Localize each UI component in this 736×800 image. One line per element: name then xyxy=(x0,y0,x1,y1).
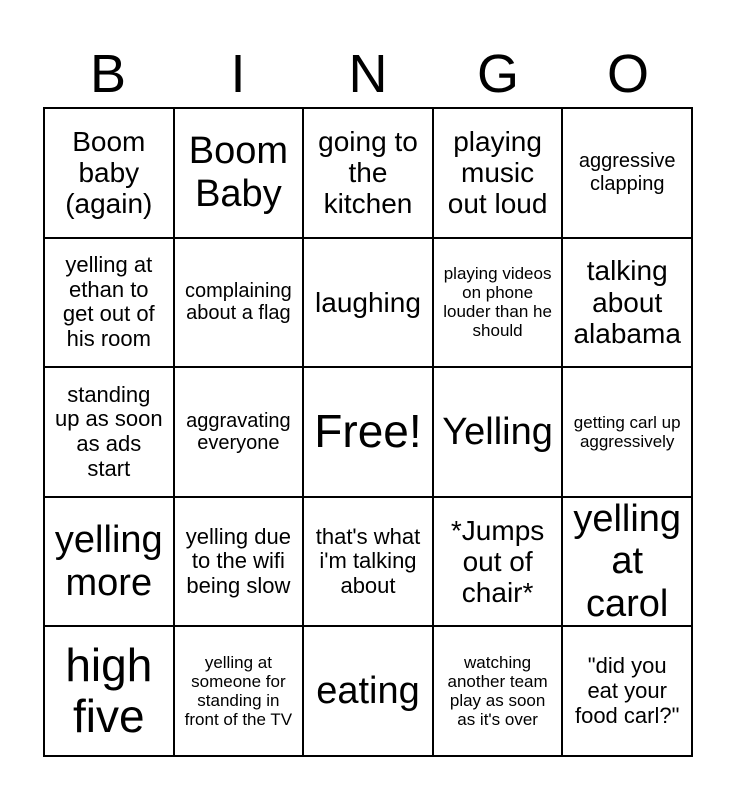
bingo-cell[interactable] xyxy=(44,108,174,238)
header-letter-b: B xyxy=(89,44,127,104)
bingo-cell[interactable] xyxy=(303,626,433,756)
bingo-cell[interactable] xyxy=(44,626,174,756)
cell-text: high five xyxy=(65,638,153,743)
cell-text: yelling more xyxy=(54,519,163,604)
bingo-cell[interactable] xyxy=(433,238,563,368)
cell-text: playing videos on phone louder than he should xyxy=(443,264,552,341)
cell-text: yelling at carol xyxy=(573,497,682,625)
bingo-cell[interactable] xyxy=(562,497,692,627)
cell-text: laughing xyxy=(315,286,421,318)
cell-text: getting carl up aggressively xyxy=(573,412,681,451)
bingo-cell[interactable] xyxy=(562,108,692,238)
cell-text: Yelling xyxy=(442,410,553,453)
cell-text: yelling at someone for standing in front of the TV xyxy=(184,653,293,730)
cell-text: aggravating everyone xyxy=(186,409,291,454)
bingo-cell[interactable] xyxy=(303,497,433,627)
header-letter-n: N xyxy=(348,44,388,104)
bingo-cell[interactable] xyxy=(174,238,304,368)
cell-text: standing up as soon as ads start xyxy=(54,381,163,481)
bingo-header xyxy=(43,40,693,108)
cell-text: playing music out loud xyxy=(447,125,548,220)
cell-text: yelling due to the wifi being slow xyxy=(185,523,291,598)
bingo-cell[interactable] xyxy=(174,626,304,756)
header-letter-o: O xyxy=(606,44,649,104)
cell-text: that's what i'm talking about xyxy=(315,523,421,598)
bingo-cell[interactable] xyxy=(433,626,563,756)
bingo-cell[interactable] xyxy=(303,108,433,238)
bingo-cell[interactable] xyxy=(44,367,174,497)
bingo-cell[interactable] xyxy=(433,108,563,238)
cell-text: aggressive clapping xyxy=(578,150,676,195)
cell-text: complaining about a flag xyxy=(185,280,292,325)
bingo-cell[interactable] xyxy=(174,108,304,238)
bingo-board xyxy=(43,107,693,757)
header-letter-i: I xyxy=(230,44,246,104)
header-letter-g: G xyxy=(476,44,519,104)
cell-text: talking about alabama xyxy=(573,255,681,350)
cell-text: eating xyxy=(316,669,420,712)
bingo-cell[interactable] xyxy=(174,367,304,497)
bingo-cell[interactable] xyxy=(303,367,433,497)
cell-text: watching another team play as soon as it's over xyxy=(447,653,548,730)
cell-text: "did you eat your food carl?" xyxy=(574,653,680,728)
cell-text: Free! xyxy=(314,405,422,458)
cell-text: going to the kitchen xyxy=(318,125,418,220)
bingo-cell[interactable] xyxy=(562,238,692,368)
bingo-cell[interactable] xyxy=(44,238,174,368)
bingo-cell[interactable] xyxy=(562,626,692,756)
bingo-cell[interactable] xyxy=(433,497,563,627)
bingo-cell[interactable] xyxy=(433,367,563,497)
bingo-cell[interactable] xyxy=(174,497,304,627)
bingo-cell[interactable] xyxy=(303,238,433,368)
cell-text: Boom baby (again) xyxy=(65,125,153,220)
bingo-cell[interactable] xyxy=(562,367,692,497)
bingo-cell[interactable] xyxy=(44,497,174,627)
cell-text: yelling at ethan to get out of his room xyxy=(62,252,155,352)
cell-text: Boom Baby xyxy=(188,130,289,215)
cell-text: *Jumps out of chair* xyxy=(450,514,545,609)
